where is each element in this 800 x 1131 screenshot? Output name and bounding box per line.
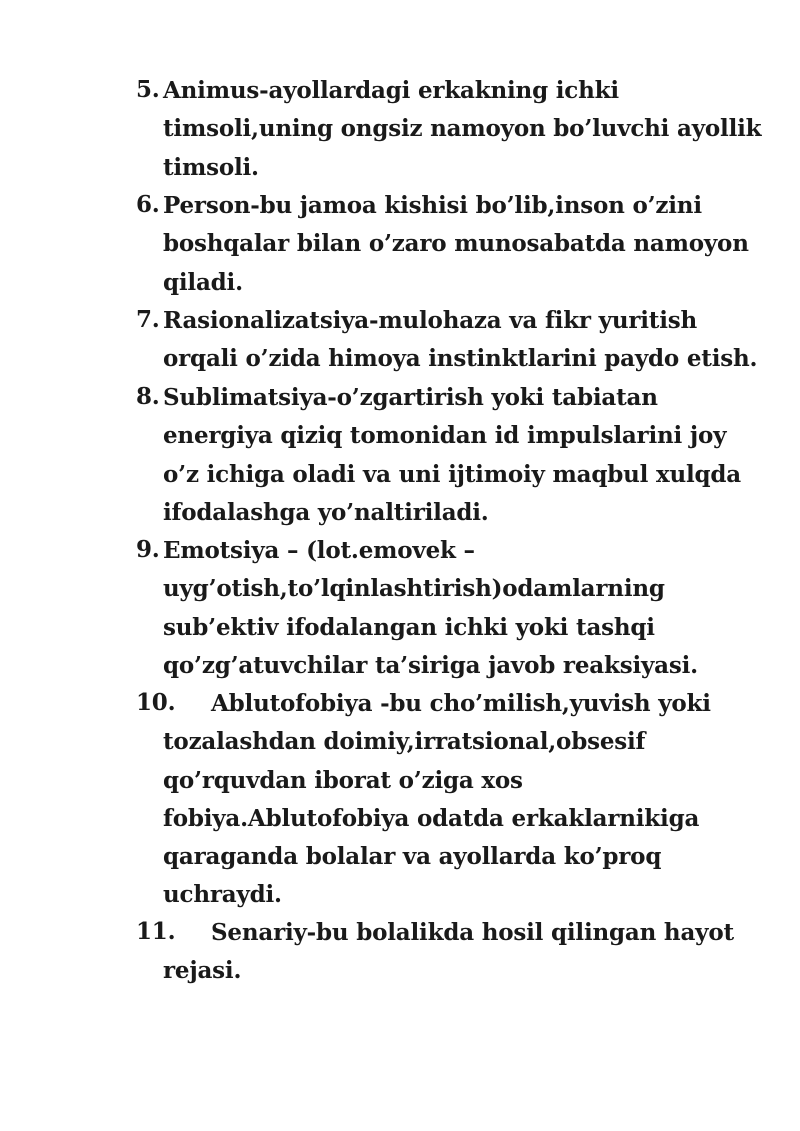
list-number: 5.: [136, 76, 160, 103]
list-text: Senariy-bu bolalikda hosil qilingan hayot rejasi.: [163, 919, 734, 985]
list-text: Sublimatsiya-o’zgartirish yoki tabiatan energiya qiziq tomonidan id impulslarini joy o’z ichiga oladi va uni ijtimoiy maqbul xulqda ifodalashga yo’naltiriladi.: [163, 384, 741, 526]
list-number: 8.: [136, 383, 160, 410]
list-text: Animus-ayollardagi erkakning ichki timsoli,uning ongsiz namoyon bo’luvchi ayollik timsoli.: [163, 77, 762, 181]
list-text: Emotsiya – (lot.emovek – uyg’otish,to’lqinlashtirish)odamlarning sub’ektiv ifodalangan ichki yoki tashqi qo’zg’atuvchilar ta’siriga javob reaksiyasi.: [163, 537, 698, 679]
list-text: Ablutofobiya -bu cho’milish,yuvish yoki tozalashdan doimiy,irratsional,obsesif qo’rquvdan iborat o’ziga xos fobiya.Ablutofobiya odatda erkaklarnikiga qaraganda bolalar va ayollarda ko’proq uchraydi.: [163, 690, 711, 909]
list-number: 6.: [136, 191, 160, 218]
list-number: 9.: [136, 536, 160, 563]
list-number: 10.: [136, 689, 176, 716]
list-number: 11.: [136, 918, 176, 945]
list-text: Rasionalizatsiya-mulohaza va fikr yuritish orqali o’zida himoya instinktlarini paydo etish.: [163, 307, 758, 373]
list-number: 7.: [136, 306, 160, 333]
list-text: Person-bu jamoa kishisi bo’lib,inson o’zini boshqalar bilan o’zaro munosabatda namoyon qiladi.: [163, 192, 749, 296]
